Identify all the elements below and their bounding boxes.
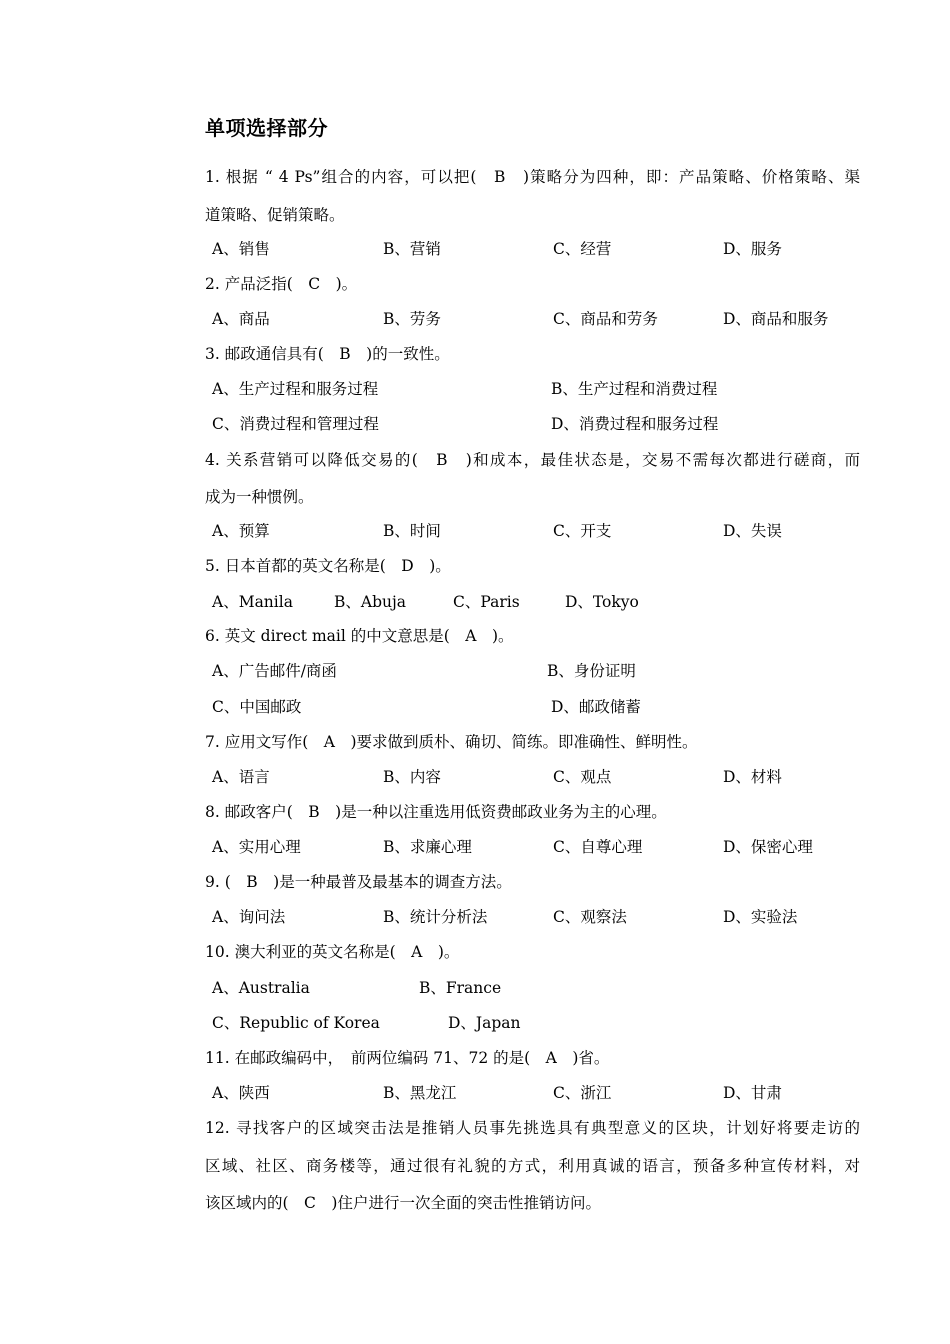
- question-5-option-d: D、Tokyo: [565, 593, 639, 611]
- question-9-option-c: C、观察法: [553, 908, 627, 926]
- question-11-option-a: A、陕西: [212, 1084, 270, 1102]
- question-7-option-d: D、材料: [723, 768, 782, 786]
- question-10-option-c: C、Republic of Korea: [212, 1014, 380, 1032]
- question-7-option-a: A、语言: [212, 768, 270, 786]
- question-5-text: 5. 日本首都的英文名称是( D )。: [205, 557, 451, 575]
- question-6-option-a: A、广告邮件/商函: [212, 662, 337, 680]
- question-8-option-d: D、保密心理: [723, 838, 813, 856]
- question-7-option-b: B、内容: [383, 768, 441, 786]
- question-11-text: 11. 在邮政编码中， 前两位编码 71、72 的是( A )省。: [205, 1049, 610, 1067]
- question-4-text-line-2: 成为一种惯例。: [205, 488, 314, 506]
- question-2-option-a: A、商品: [212, 310, 270, 328]
- question-3-text: 3. 邮政通信具有( B )的一致性。: [205, 345, 450, 363]
- question-2-text: 2. 产品泛指( C )。: [205, 275, 358, 293]
- question-6-option-d: D、邮政储蓄: [551, 698, 641, 716]
- question-8-text: 8. 邮政客户( B )是一种以注重选用低资费邮政业务为主的心理。: [205, 803, 667, 821]
- question-8-option-b: B、求廉心理: [383, 838, 472, 856]
- question-6-option-b: B、身份证明: [547, 662, 636, 680]
- question-8-option-a: A、实用心理: [212, 838, 301, 856]
- question-5-option-a: A、Manila: [212, 593, 293, 611]
- question-10-text: 10. 澳大利亚的英文名称是( A )。: [205, 943, 460, 961]
- question-2-option-b: B、劳务: [383, 310, 441, 328]
- question-2-option-c: C、商品和劳务: [553, 310, 658, 328]
- question-12-text-line-2: 区域、社区、商务楼等，通过很有礼貌的方式，利用真诚的语言，预备多种宣传材料，对: [205, 1157, 860, 1175]
- question-3-option-b: B、生产过程和消费过程: [551, 380, 718, 398]
- question-9-option-a: A、询问法: [212, 908, 286, 926]
- question-9-option-d: D、实验法: [723, 908, 798, 926]
- question-1-option-d: D、服务: [723, 240, 782, 258]
- question-1-option-c: C、经营: [553, 240, 612, 258]
- question-5-option-c: C、Paris: [453, 593, 520, 611]
- question-9-text: 9. ( B )是一种最普及最基本的调查方法。: [205, 873, 512, 891]
- question-4-option-a: A、预算: [212, 522, 270, 540]
- question-1-option-a: A、销售: [212, 240, 270, 258]
- question-6-text: 6. 英文 direct mail 的中文意思是( A )。: [205, 627, 514, 645]
- question-1-text-line-2: 道策略、促销策略。: [205, 206, 345, 224]
- question-12-text-line-3: 该区域内的( C )住户进行一次全面的突击性推销访问。: [205, 1194, 601, 1212]
- question-10-option-d: D、Japan: [448, 1014, 521, 1032]
- question-4-text-line-1: 4. 关系营销可以降低交易的( B )和成本，最佳状态是，交易不需每次都进行磋商，而: [205, 451, 860, 469]
- question-3-option-a: A、生产过程和服务过程: [212, 380, 379, 398]
- question-10-option-a: A、Australia: [212, 979, 310, 997]
- question-4-option-c: C、开支: [553, 522, 612, 540]
- page-title: 单项选择部分: [205, 116, 328, 140]
- question-8-option-c: C、自尊心理: [553, 838, 643, 856]
- question-9-option-b: B、统计分析法: [383, 908, 488, 926]
- question-3-option-c: C、消费过程和管理过程: [212, 415, 379, 433]
- question-2-option-d: D、商品和服务: [723, 310, 829, 328]
- question-11-option-b: B、黑龙江: [383, 1084, 457, 1102]
- question-1-option-b: B、营销: [383, 240, 441, 258]
- question-4-option-b: B、时间: [383, 522, 441, 540]
- question-12-text-line-1: 12. 寻找客户的区域突击法是推销人员事先挑选具有典型意义的区块，计划好将要走访的: [205, 1119, 860, 1137]
- question-1-text-line-1: 1. 根据 “ 4 Ps”组合的内容，可以把( B )策略分为四种，即：产品策略、价格策略、渠: [205, 168, 860, 186]
- question-5-option-b: B、Abuja: [334, 593, 407, 611]
- question-7-option-c: C、观点: [553, 768, 612, 786]
- question-6-option-c: C、中国邮政: [212, 698, 302, 716]
- question-7-text: 7. 应用文写作( A )要求做到质朴、确切、简练。即准确性、鲜明性。: [205, 733, 698, 751]
- question-11-option-d: D、甘肃: [723, 1084, 782, 1102]
- question-11-option-c: C、浙江: [553, 1084, 612, 1102]
- question-10-option-b: B、France: [419, 979, 502, 997]
- question-3-option-d: D、消费过程和服务过程: [551, 415, 719, 433]
- question-4-option-d: D、失误: [723, 522, 782, 540]
